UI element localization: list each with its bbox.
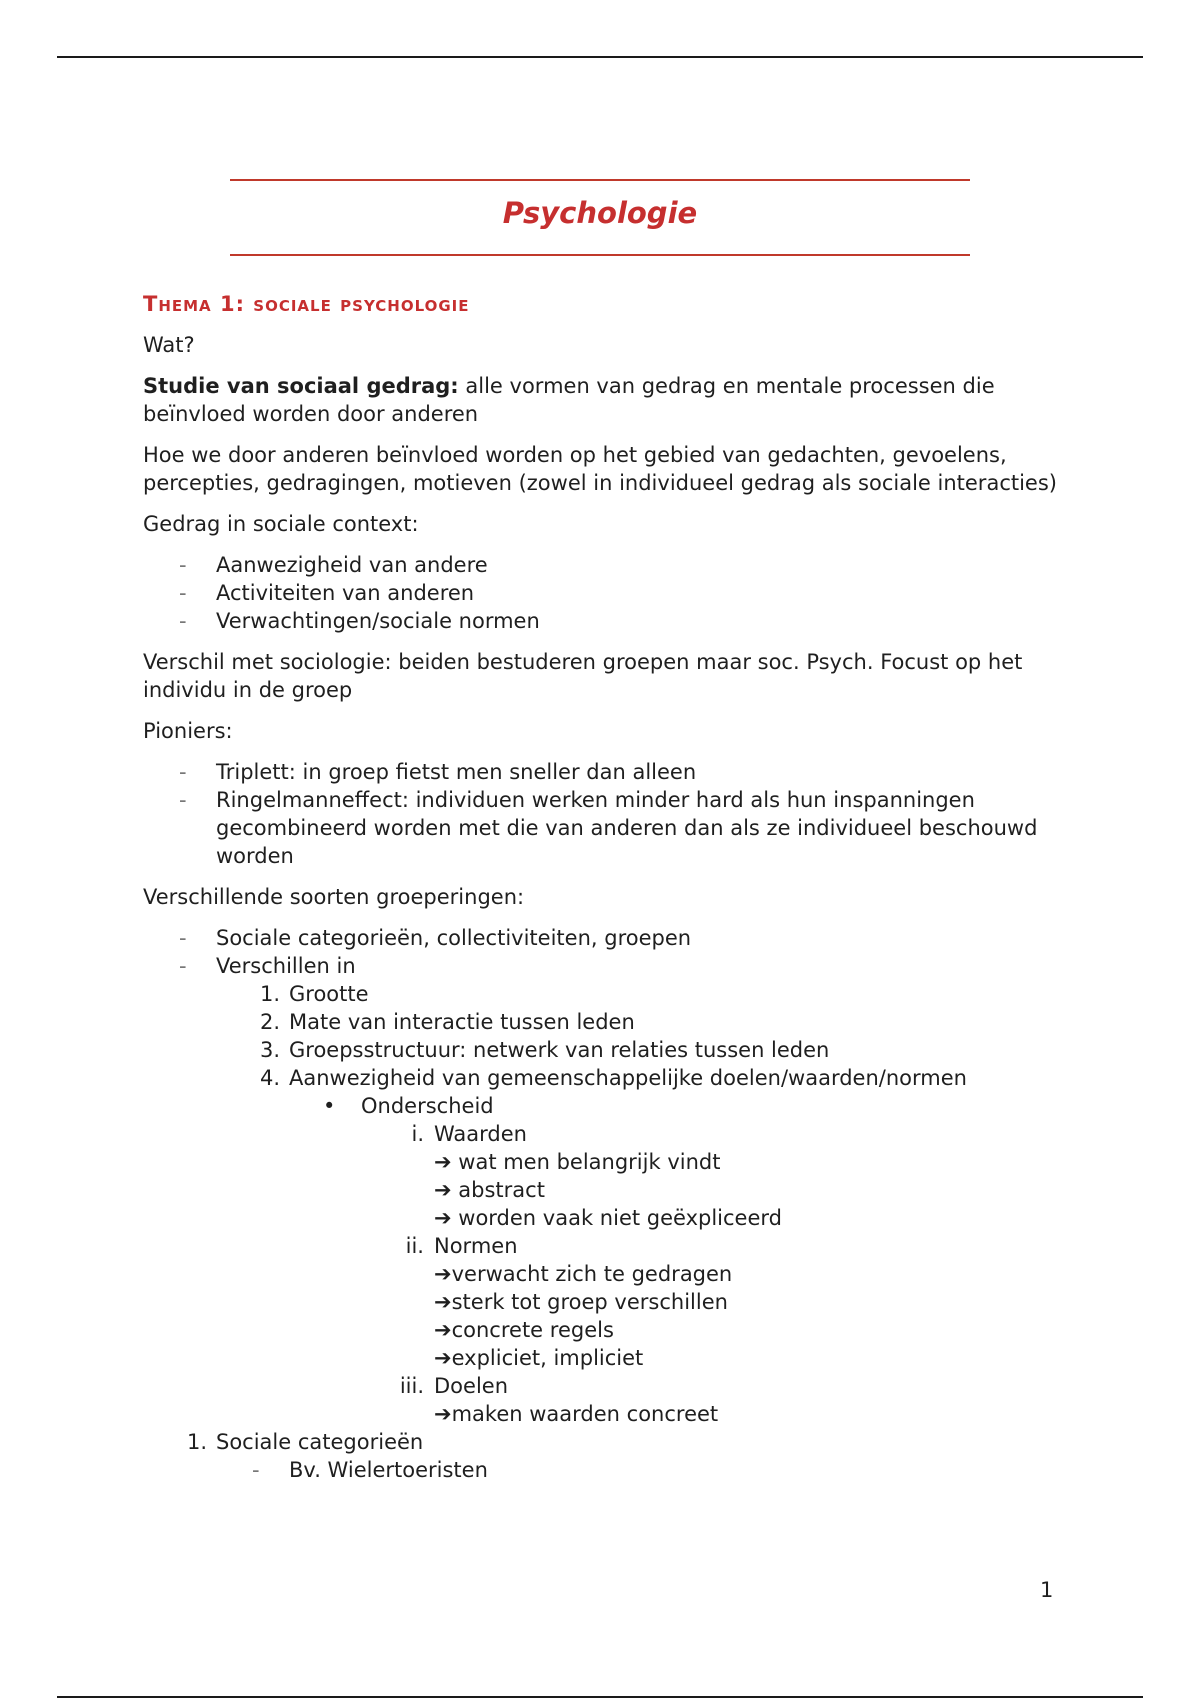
arrow-item: ➔ worden vaak niet geëxpliceerd [434, 1206, 782, 1230]
context-list [143, 551, 1063, 635]
list-item: - Verwachtingen/sociale normen [179, 609, 540, 633]
paragraph-soorten: Verschillende soorten groeperingen: [143, 885, 525, 909]
list-item: - Activiteiten van anderen [179, 581, 475, 605]
section-heading: Thema 1: sociale psychologie [143, 292, 470, 316]
soorten-list [143, 924, 1063, 1484]
list-item: i. Waarden [411, 1122, 527, 1146]
paragraph-hoe: Hoe we door anderen beïnvloed worden op het gebied van gedachten, gevoelens, percepties, gedragingen, motieven (zowel in individueel gedrag als sociale interacties) [143, 443, 1057, 495]
list-item: - Triplett: in groep fietst men sneller dan alleen [179, 760, 697, 784]
dash-marker: - [179, 788, 187, 812]
arrow-item: ➔ wat men belangrijk vindt [434, 1150, 721, 1174]
dash-marker: - [179, 760, 187, 784]
paragraph-context: Gedrag in sociale context: [143, 512, 419, 536]
list-item: - Bv. Wielertoeristen [252, 1458, 488, 1482]
list-item: 1. Grootte [259, 982, 369, 1006]
list-item: 2. Mate van interactie tussen leden [259, 1010, 635, 1034]
list-item: - Ringelmanneffect: individuen werken minder hard als hun inspanningen gecombineerd worden met die van anderen dan als ze individueel beschouwd worden [179, 788, 1038, 868]
arrow-item: ➔verwacht zich te gedragen [434, 1262, 733, 1286]
dash-marker: - [179, 926, 187, 950]
document-title: Psychologie [502, 196, 698, 230]
dash-marker: - [179, 609, 187, 633]
title-rule-bottom [230, 254, 970, 256]
arrow-item: ➔maken waarden concreet [434, 1402, 719, 1426]
list-item: iii. Doelen [399, 1374, 509, 1398]
list-item: ii. Normen [405, 1234, 518, 1258]
list-item: - Verschillen in [179, 954, 356, 978]
page-footer-rule [57, 1696, 1143, 1698]
arrow-item: ➔concrete regels [434, 1318, 614, 1342]
paragraph-definition [143, 372, 1063, 428]
list-item: - Aanwezigheid van andere [179, 553, 488, 577]
arrow-item: ➔expliciet, impliciet [434, 1346, 644, 1370]
paragraph-verschil: Verschil met sociologie: beiden bestuderen groepen maar soc. Psych. Focust op het individu in de groep [143, 650, 1023, 702]
dash-marker: - [179, 553, 187, 577]
arrow-item: ➔sterk tot groep verschillen [434, 1290, 728, 1314]
document-body [143, 290, 1063, 1497]
title-rule-top [230, 179, 970, 181]
definition-text: alle vormen van gedrag en mentale processen die beïnvloed worden door anderen [143, 374, 995, 426]
list-item: 1. Sociale categorieën [186, 1430, 424, 1454]
list-item: - Sociale categorieën, collectiviteiten, groepen [179, 926, 692, 950]
list-item: 4. Aanwezigheid van gemeenschappelijke doelen/waarden/normen [259, 1066, 967, 1090]
dash-marker: - [179, 954, 187, 978]
dash-marker: - [179, 581, 187, 605]
bullet-marker: • [323, 1094, 336, 1118]
pioniers-list [143, 758, 1063, 870]
arrow-item: ➔ abstract [434, 1178, 545, 1202]
list-item: 3. Groepsstructuur: netwerk van relaties tussen leden [259, 1038, 830, 1062]
paragraph-pioniers: Pioniers: [143, 719, 233, 743]
definition-term: Studie van sociaal gedrag: [143, 374, 459, 398]
list-item: • Onderscheid [323, 1094, 494, 1118]
page-header-rule [57, 56, 1143, 58]
page-number: 1 [1040, 1578, 1054, 1602]
paragraph-wat: Wat? [143, 333, 195, 357]
dash-marker: - [252, 1458, 260, 1482]
